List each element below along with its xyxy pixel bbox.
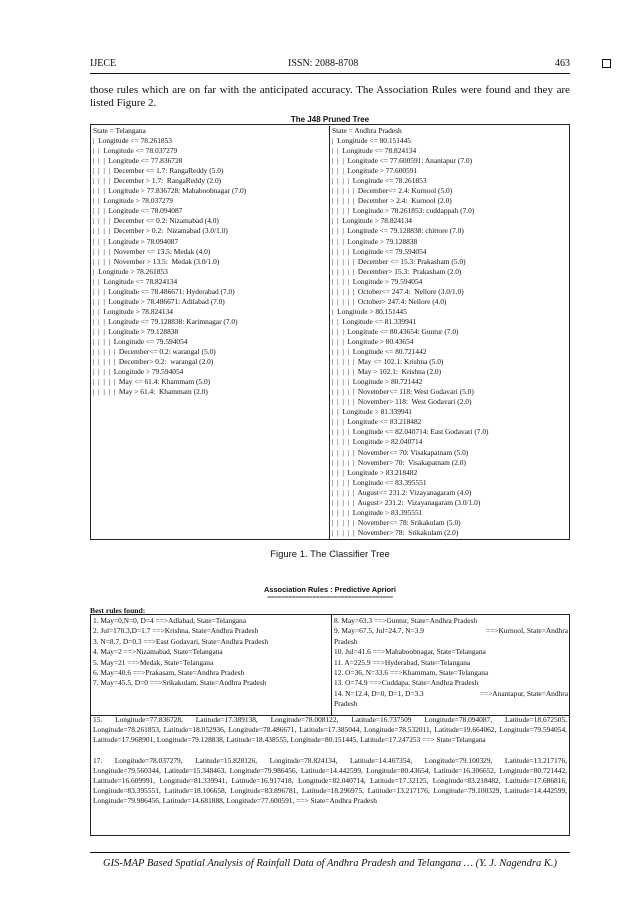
tree-node-line: | | | Longitude > 79.128838 bbox=[332, 236, 418, 246]
rule-15: 15. Longitude=77.836728, Latitude=17.389138, Longitude=78.008122, Latitude=16.737509 Longitude=78.094087, Latitude=18.672505, Longitude=78.261853, Latitude=18.052936, Longitude=78.486671, Latitude=17.385044, Longitude=78.532011, Latitude=19.664062, Longitude=79.594054, Latitude=17.968901, Longitude=79.128838, Latitude=18.438555, Longitude=80.151445, Latitude=17.247253 ==> State=Telangana bbox=[93, 715, 567, 745]
tree-node-line: State = Telangana bbox=[93, 126, 146, 135]
tree-right-column bbox=[329, 126, 570, 539]
tree-node-line: | | | Longitude <= 79.128838: Karimnagar (7.0) bbox=[93, 316, 238, 326]
best-rules-label: Best rules found: bbox=[90, 606, 146, 615]
rule-item: 7. May=45.5, D=0 ==>Srikakulam, State=Andhra Pradesh bbox=[93, 678, 267, 688]
rule-item: 13. O=74.9 ==>Cuddapa, State=Andhra Pradesh bbox=[334, 678, 479, 688]
tree-node-line: | | | Longitude > 77.836728: Mahaboobnagar (7.0) bbox=[93, 186, 247, 196]
tree-node-line: | | | | Longitude > 80.721442 bbox=[332, 377, 423, 387]
rule-item: 5. May=21 ==>Medak, State=Telangana bbox=[93, 657, 214, 667]
tree-node-line: | | | | | December <= 15.3: Prakasham (5.0) bbox=[332, 256, 466, 266]
tree-node-line: | | | Longitude > 78.094087 bbox=[93, 236, 179, 246]
tree-node-line: | | | | December <= 0.2: Nizamabad (4.0) bbox=[93, 216, 219, 226]
rule-item: 10. Jul=41.6 ==>Mahaboobnagar, State=Telangana bbox=[334, 647, 486, 657]
tree-node-line: | | | | Longitude <= 79.594054 bbox=[332, 246, 427, 256]
tree-node-line: State = Andhra Pradesh bbox=[332, 126, 402, 135]
tree-left-column bbox=[93, 126, 323, 539]
tree-node-line: | | | | Longitude <= 79.594054 bbox=[93, 336, 188, 346]
tree-node-line: | | | | November > 13.5: Medak (3.0/1.0) bbox=[93, 256, 220, 266]
tree-node-line: | | | Longitude <= 77.600591: Anantapur (7.0) bbox=[332, 156, 473, 166]
rule-item bbox=[334, 626, 568, 636]
issn: ISSN: 2088-8708 bbox=[288, 58, 359, 69]
intro-paragraph: those rules which are on far with the anticipated accuracy. The Association Rules were found and they are listed Figure 2. bbox=[90, 84, 570, 109]
page-number: 463 bbox=[555, 58, 570, 69]
rule-item: 4. May=2 ==>Nizamabad, State=Telangana bbox=[93, 647, 223, 657]
rule-item bbox=[334, 689, 568, 699]
tree-node-line: | | | Longitude <= 80.43654: Guntur (7.0) bbox=[332, 326, 459, 336]
rules-left-column bbox=[93, 616, 325, 689]
rule-continuation: Pradesh bbox=[334, 636, 358, 646]
rule-part: 9. May=67.5, Jul=24.7, N=3.9 bbox=[334, 626, 424, 636]
tree-node-line: | | | | | October<= 247.4: Nellore (3.0/1.0) bbox=[332, 286, 464, 296]
tree-node-line: | | | | | November> 70: Visakapatnam (2.0) bbox=[332, 457, 466, 467]
rule-continuation: Pradesh bbox=[334, 699, 358, 709]
tree-node-line: | | Longitude <= 78.824134 bbox=[93, 276, 178, 286]
tree-node-line: | | | | | November> 118: West Godavari (2.0) bbox=[332, 397, 472, 407]
tree-node-line: | | | Longitude <= 83.218482 bbox=[332, 417, 422, 427]
tree-node-line: | | | Longitude <= 79.128838: chittore (7.0) bbox=[332, 226, 464, 236]
rule-item: 8. May=63.3 ==>Guntur, State=Andhra Pradesh bbox=[334, 616, 478, 625]
tree-node-line: | | | Longitude > 77.600591 bbox=[332, 166, 418, 176]
figure-caption: Figure 1. The Classifier Tree bbox=[270, 549, 390, 560]
page-footer: GIS-MAP Based Spatial Analysis of Rainfall Data of Andhra Pradesh and Telangana … (Y. J. Nagendra K.) bbox=[103, 858, 557, 869]
association-underline: ==================================== bbox=[267, 594, 393, 601]
tree-node-line: | | Longitude <= 81.339941 bbox=[332, 316, 417, 326]
tree-node-line: | | | | | December > 2.4: Kurnool (2.0) bbox=[332, 196, 452, 206]
tree-node-line: | | | | Longitude <= 83.395551 bbox=[332, 477, 427, 487]
rule-item: 1. May=0,N=0, D=4 ==>Adlabad, State=Telangana bbox=[93, 616, 247, 625]
tree-node-line: | | | | December > 0.2: Nizamabad (3.0/1.0) bbox=[93, 226, 228, 236]
tree-node-line: | Longitude <= 78.261853 bbox=[93, 136, 172, 146]
tree-node-line: | | Longitude > 81.339941 bbox=[332, 407, 413, 417]
tree-title: The J48 Pruned Tree bbox=[290, 115, 370, 124]
footer-rule bbox=[90, 852, 570, 853]
tree-node-line: | | | Longitude > 80.43654 bbox=[332, 336, 414, 346]
tree-node-line: | | | Longitude <= 77.836728 bbox=[93, 156, 183, 166]
tree-node-line: | Longitude > 78.261853 bbox=[93, 266, 168, 276]
tree-node-line: | | | | November <= 13.5: Medak (4.0) bbox=[93, 246, 211, 256]
tree-node-line: | | | | Longitude > 79.594054 bbox=[332, 276, 423, 286]
tree-node-line: | | | | Longitude <= 78.261853 bbox=[332, 176, 427, 186]
page-header bbox=[90, 58, 570, 72]
tree-node-line: | | | | Longitude <= 82.040714: East Godavari (7.0) bbox=[332, 427, 489, 437]
tree-node-line: | | | | | December<= 2.4: Kurnool (5.0) bbox=[332, 186, 453, 196]
tree-node-line: | | | | | May > 61.4: Khammam (2.0) bbox=[93, 387, 208, 397]
tree-node-line: | | | | | May <= 61.4: Khammam (5.0) bbox=[93, 377, 211, 387]
tree-node-line: | Longitude > 80.151445 bbox=[332, 306, 407, 316]
tree-node-line: | | | | | November> 78: Srikakulam (2.0) bbox=[332, 527, 459, 537]
classifier-tree-box bbox=[90, 124, 570, 540]
rule-item: 12. O=36, N=33.6 ==>Khammam, State=Telangana bbox=[334, 668, 489, 678]
rule-part: 14. N=12.4, D=0, D=1, D=3.3 bbox=[334, 688, 424, 698]
tree-node-line: | | | | | November<= 70: Visakapatnam (5.0) bbox=[332, 447, 469, 457]
rule-item: 2. Jul=170.3,D=1.7 ==>Krishna, State=Andhra Pradesh bbox=[93, 626, 259, 636]
tree-node-line: | | Longitude <= 78.824134 bbox=[332, 146, 417, 156]
tree-node-line: | | | | | May <= 102.1: Krishna (5.0) bbox=[332, 357, 444, 367]
tree-node-line: | Longitude <= 80.151445 bbox=[332, 136, 411, 146]
rules-table bbox=[90, 614, 570, 716]
rule-17: 17. Longitude=78.037279, Latitude=15.828126, Longitude=78.824134, Latitude=14.467354, Longitude=79.100329, Latitude=13.217176, Longitude=79.560344, Latitude=15.348463, Longitude=79.986456, Latitude=14.442599, Longitude=80.43654, Latitude=16.306652, Longitude=80.721442, Latitude=16.609991, Longitude=81.339941, Latitude=16.917418, Longitude=82.040714, Latitude=17.32125, Longitude=83.218482, Latitude=17.686816, Longitude=83.395551, Latitude=18.106658, Longitude=83.896781, Latitude=18.296975, Latitude=13.217176, Longitude=79.100329, Latitude=14.442599, Longitude=79.986456, Latitude=14.681888, Longitude=77.600591, ==> State=Andhra Pradesh bbox=[93, 756, 567, 806]
long-rules-box bbox=[90, 714, 570, 836]
rule-item: 11. A=225.9 ==>Hyderabad, State=Telangana bbox=[334, 657, 471, 667]
journal-name: IJECE bbox=[90, 58, 117, 69]
rules-right-column bbox=[331, 615, 568, 715]
tree-node-line: | | Longitude <= 78.037279 bbox=[93, 146, 178, 156]
tree-node-line: | | | Longitude <= 78.094087 bbox=[93, 206, 183, 216]
tree-node-line: | | | | Longitude > 83.395551 bbox=[332, 507, 423, 517]
tree-node-line: | | | | | November<= 78: Srikakulam (5.0) bbox=[332, 517, 461, 527]
tree-node-line: | | | | | August> 231.2: Vizayanagaram (3.0/1.0) bbox=[332, 497, 481, 507]
rule-part: ==>Kurnool, State=Andhra bbox=[486, 626, 568, 636]
tree-node-line: | | | | Longitude > 78.261853: cuddappah (7.0) bbox=[332, 206, 475, 216]
tree-node-line: | | | Longitude <= 78.486671: Hyderabad (7.0) bbox=[93, 286, 235, 296]
tree-node-line: | | | | Longitude > 79.594054 bbox=[93, 367, 184, 377]
rule-part: ==>Anantapur, State=Andhra bbox=[479, 688, 568, 698]
tree-node-line: | | | | | December<= 0.2: warangal (5.0) bbox=[93, 347, 216, 357]
tree-node-line: | | Longitude > 78.824134 bbox=[332, 216, 413, 226]
tree-node-line: | | Longitude > 78.037279 bbox=[93, 196, 174, 206]
tree-node-line: | | | | | December> 0.2: warangal (2.0) bbox=[93, 357, 214, 367]
tree-node-line: | | | | | December> 15.3: Prakasham (2.0) bbox=[332, 266, 462, 276]
tree-node-line: | | | Longitude > 79.128838 bbox=[93, 326, 179, 336]
tree-node-line: | | | | Longitude > 82.040714 bbox=[332, 437, 423, 447]
tree-node-line: | | Longitude > 78.824134 bbox=[93, 306, 174, 316]
checkbox-icon bbox=[602, 59, 611, 68]
tree-node-line: | | | | Longitude <= 80.721442 bbox=[332, 347, 427, 357]
tree-node-line: | | | | December > 1.7: RangaReddy (2.0) bbox=[93, 176, 222, 186]
association-title: Association Rules : Predictive Apriori bbox=[264, 585, 396, 594]
header-rule bbox=[90, 73, 570, 74]
tree-node-line: | | | | | October> 247.4: Nellore (4.0) bbox=[332, 296, 447, 306]
tree-node-line: | | | Longitude > 78.486671: Adilabad (7.0) bbox=[93, 296, 225, 306]
tree-node-line: | | | Longitude > 83.218482 bbox=[332, 467, 418, 477]
tree-node-line: | | | | December <= 1.7: RangaReddy (5.0) bbox=[93, 166, 224, 176]
tree-node-line: | | | | | August<= 231.2: Vizayanagaram (4.0) bbox=[332, 487, 472, 497]
rule-item: 3. N=8.7, D=0.3 ==>East Godavari, State=Andhra Pradesh bbox=[93, 636, 269, 646]
tree-node-line: | | | | | November<= 118: West Godavari (5.0) bbox=[332, 387, 474, 397]
rule-item: 6. May=40.6 ==>Prakasam, State=Andhra Pradesh bbox=[93, 668, 245, 678]
tree-node-line: | | | | | May > 102.1: Krishna (2.0) bbox=[332, 367, 442, 377]
